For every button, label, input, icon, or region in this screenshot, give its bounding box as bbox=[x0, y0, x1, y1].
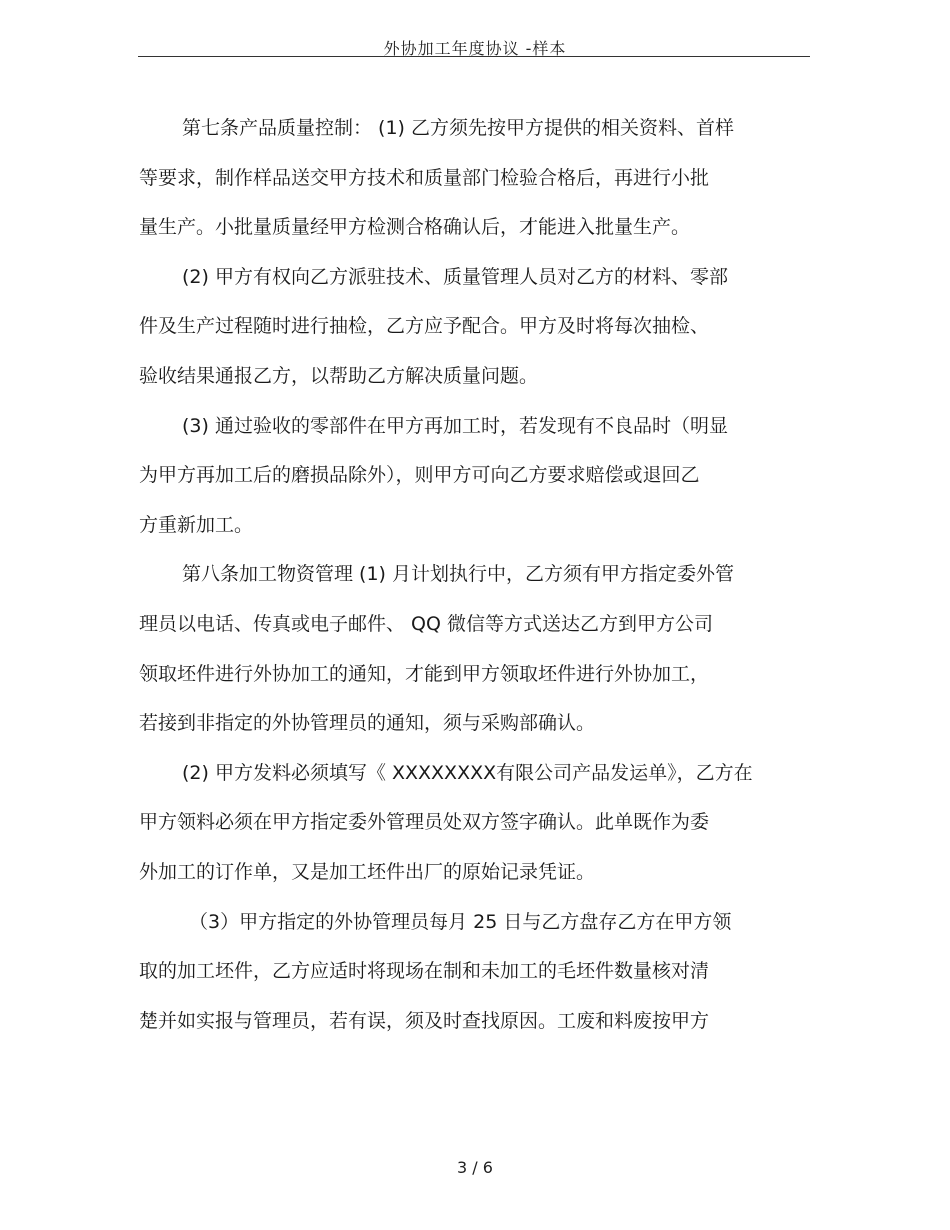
body-line: 量生产。小批量质量经甲方检测合格确认后，才能进入批量生产。 bbox=[139, 216, 691, 239]
body-line: 外加工的订作单，又是加工坯件出厂的原始记录凭证。 bbox=[139, 860, 596, 883]
body-line: 若接到非指定的外协管理员的通知，须与采购部确认。 bbox=[139, 712, 596, 735]
document-header-title: 外协加工年度协议 -样本 bbox=[383, 39, 567, 58]
body-line: 等要求，制作样品送交甲方技术和质量部门检验合格后，再进行小批 bbox=[139, 166, 710, 189]
body-line: 甲方领料必须在甲方指定委外管理员处双方签字确认。此单既作为委 bbox=[139, 811, 710, 834]
page-number: 3 / 6 bbox=[457, 1158, 493, 1177]
body-line: 第七条产品质量控制： (1) 乙方须先按甲方提供的相关资料、首样 bbox=[182, 117, 734, 139]
document-body bbox=[139, 109, 799, 1051]
body-line: 验收结果通报乙方，以帮助乙方解决质量问题。 bbox=[139, 364, 539, 387]
body-line: 楚并如实报与管理员，若有误，须及时查找原因。工废和料废按甲方 bbox=[139, 1009, 710, 1032]
body-line: 取的加工坯件，乙方应适时将现场在制和未加工的毛坯件数量核对清 bbox=[139, 960, 710, 983]
body-line: (2) 甲方有权向乙方派驻技术、质量管理人员对乙方的材料、零部 bbox=[182, 265, 728, 288]
body-line: 领取坯件进行外协加工的通知，才能到甲方领取坯件进行外协加工， bbox=[139, 662, 710, 685]
body-line: 为甲方再加工后的磨损品除外），则甲方可向乙方要求赔偿或退回乙 bbox=[139, 464, 700, 487]
body-line: （3）甲方指定的外协管理员每月 25 日与乙方盘存乙方在甲方领 bbox=[189, 910, 732, 933]
header-divider bbox=[138, 56, 810, 57]
body-line: 第八条加工物资管理 (1) 月计划执行中，乙方须有甲方指定委外管 bbox=[182, 563, 734, 586]
body-line: 件及生产过程随时进行抽检，乙方应予配合。甲方及时将每次抽检、 bbox=[139, 315, 710, 338]
body-line: 方重新加工。 bbox=[139, 513, 254, 536]
body-line: (3) 通过验收的零部件在甲方再加工时，若发现有不良品时（明显 bbox=[182, 414, 728, 437]
body-line: 理员以电话、传真或电子邮件、 QQ 微信等方式送达乙方到甲方公司 bbox=[139, 612, 713, 635]
body-line: (2) 甲方发料必须填写《 XXXXXXXX有限公司产品发运单》，乙方在 bbox=[182, 761, 753, 784]
